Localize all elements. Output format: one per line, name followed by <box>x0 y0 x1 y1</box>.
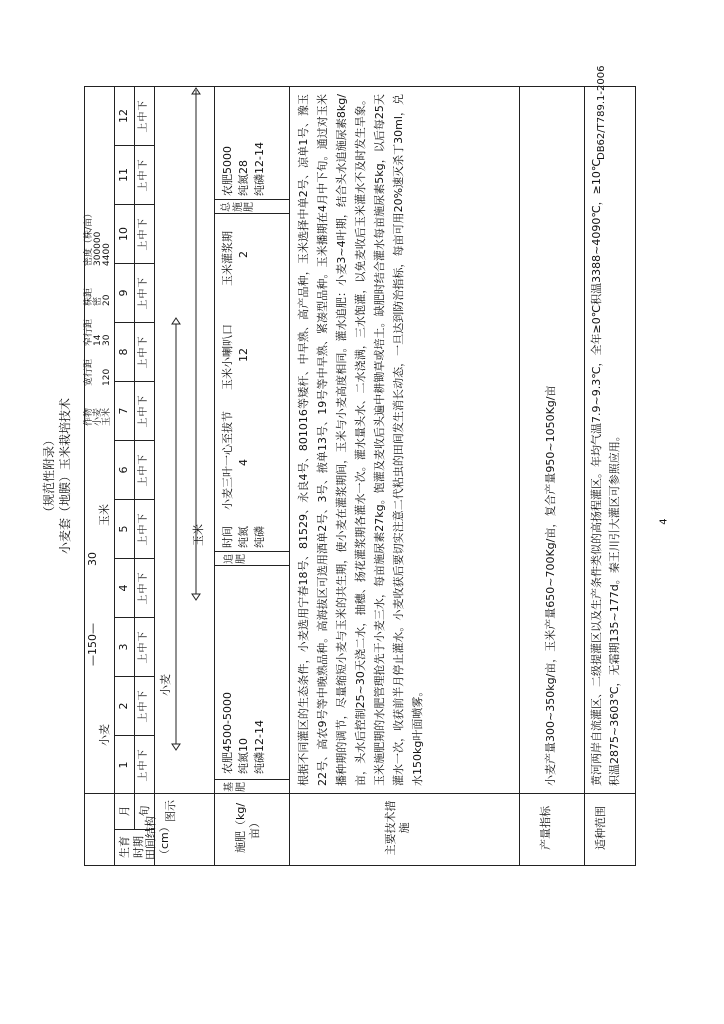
xun-cell: 上中下 <box>134 86 154 145</box>
rotated-table <box>42 86 636 866</box>
month-cell: 5 <box>114 499 134 558</box>
base-item-1: 农肥4500-5000 <box>221 692 234 774</box>
field-maize: 玉米 <box>98 504 111 526</box>
plant-table-row <box>94 209 103 426</box>
top-item-p: 纯磷 <box>253 526 266 548</box>
plant-table-cell: 密 <box>93 296 103 306</box>
base-item-3: 纯磷12-14 <box>253 720 266 774</box>
top-col2-val: 12 <box>237 348 250 362</box>
month-cell: 3 <box>114 617 134 676</box>
top-col3: 玉米灌浆期 <box>221 231 234 286</box>
label-yield: 产量指标 <box>539 806 552 850</box>
dim-30: 30 <box>86 552 99 566</box>
plant-table <box>85 209 112 426</box>
plant-table-cell: 窄行距 <box>84 318 94 346</box>
top-item-n: 纯氮 <box>237 526 250 548</box>
plant-table-cell: 120 <box>102 368 112 386</box>
label-technique: 主要技术措施 <box>384 800 411 856</box>
plant-table-cell: 作物 <box>84 407 94 426</box>
plant-table-cell: 14 <box>93 334 103 346</box>
base-label: 基肥 <box>224 782 247 792</box>
month-cell: 6 <box>114 440 134 499</box>
xun-cell: 上中下 <box>134 440 154 499</box>
total-item-3: 纯磷12-14 <box>253 142 266 196</box>
yield-text: 小麦产量300~350kg/亩，玉米产量650~700Kg/亩，复合产量950~1050Kg/亩 <box>544 385 557 786</box>
scope-line1: 黄河两岸自流灌区、二级提灌区以及生产条件类似的高扬程灌区。年均气温7.9~9.3℃，全年≥0℃积温3388~4090℃，≥10℃ <box>590 158 603 786</box>
xun-cell: 上中下 <box>134 145 154 204</box>
xun-cell: 上中下 <box>134 322 154 381</box>
plant-table-cell: 玉米 <box>102 407 112 426</box>
month-cell: 9 <box>114 263 134 322</box>
label-fertilizer: 施肥（kg/亩） <box>234 802 261 854</box>
top-item-time: 时间 <box>221 526 234 548</box>
xun-cell: 上中下 <box>134 204 154 263</box>
field-wheat: 小麦 <box>98 724 111 746</box>
total-label: 总施肥 <box>221 202 255 212</box>
label-xun: 旬 <box>138 805 151 817</box>
xun-cell: 上中下 <box>134 263 154 322</box>
xun-cell: 上中下 <box>134 735 154 794</box>
month-cell: 4 <box>114 558 134 617</box>
document-title: 小麦套（地膜）玉米栽培技术 <box>58 398 72 555</box>
top-label: 追肥 <box>224 554 247 564</box>
growth-wheat: 小麦 <box>159 674 172 696</box>
total-item-2: 纯氮28 <box>237 160 250 196</box>
plant-table-row <box>103 209 112 426</box>
technique-text: 根据不同灌区的生态条件，小麦选用宁春18号、81529、永良4号、801016等矮杆、中早熟、高产品种，玉米选择中单2号、凉单1号、豫玉22号、高农9号等中晚熟品种。高海拔区可选用酒单2号、3号、掖单13号、19号等中早熟、紧凑型品种。玉米播期在4月中下旬。通过对玉米播种期的调节，尽量缩短小麦与玉米的共生期，使小麦在灌浆期间，玉米与小麦高度相同。灌水追肥：小麦3~4叶期，结合头水追施尿素8kg/亩，头水后控制25~30天浇二水，抽穗、扬花灌浆期各灌水一次。灌水量头水、二水浇满，三水饱灌，以免麦收后玉米灌水不及时发生旱象。玉米施肥期的水肥管理抢先于小麦三水，每亩施尿素27kg。饱灌及麦收后头遍中耕锄草或培土。缺肥时结合灌水每亩施尿素5kg，以后每25天灌水一次，收获前半月停止灌水。小麦收获后要切实注意二代粘虫的田间发生消长动态，一旦达到防治指标，每亩可用20%速灭杀丁30ml，兑水150kg叶面喷雾。 <box>297 94 424 786</box>
label-field-structure: 田间结构（cm） <box>144 816 171 860</box>
xun-cell: 上中下 <box>134 558 154 617</box>
appendix-label: （规范性附录） <box>42 434 56 519</box>
top-col2: 玉米小喇叭口 <box>221 324 234 390</box>
label-scope: 适种范围 <box>594 806 607 850</box>
dim-150: —150— <box>86 623 99 666</box>
base-item-2: 纯氮10 <box>237 738 250 774</box>
month-cell: 11 <box>114 145 134 204</box>
doc-number: DB62/T789.1-2006 <box>596 65 607 160</box>
top-col1: 小麦三叶一心至拔节 <box>221 411 234 510</box>
xun-cell: 上中下 <box>134 617 154 676</box>
xun-cell: 上中下 <box>134 676 154 735</box>
top-col1-val: 4 <box>237 459 250 466</box>
growth-maize: 玉米 <box>192 524 205 546</box>
label-growth: 生育时期 <box>118 836 145 858</box>
month-cell: 12 <box>114 86 134 145</box>
total-item-1: 农肥5000 <box>221 146 234 196</box>
month-cell: 8 <box>114 322 134 381</box>
plant-table-cell: 宽行距 <box>84 358 94 386</box>
month-cell: 1 <box>114 735 134 794</box>
plant-table-cell: 密度（株/亩） <box>84 208 94 266</box>
xun-cell: 上中下 <box>134 381 154 440</box>
xun-cell: 上中下 <box>134 499 154 558</box>
scope-line2: 积温2875~3603℃，无霜期135~177d。秦王川引大灌区可参照应用。 <box>608 430 621 786</box>
label-month: 月 <box>118 805 131 817</box>
month-cell: 10 <box>114 204 134 263</box>
plant-table-cell: 4400 <box>102 243 112 266</box>
plant-table-cell: 20 <box>102 294 112 306</box>
month-cell: 2 <box>114 676 134 735</box>
month-cell: 7 <box>114 381 134 440</box>
plant-table-cell: 300000 <box>93 231 103 266</box>
top-col3-val: 2 <box>237 251 250 258</box>
plant-table-cell: 小麦 <box>93 407 103 426</box>
label-diagram: 图示 <box>164 800 177 822</box>
page-number: 4 <box>658 518 670 525</box>
plant-table-cell: 株距 <box>84 287 94 306</box>
plant-table-cell: 30 <box>102 334 112 346</box>
